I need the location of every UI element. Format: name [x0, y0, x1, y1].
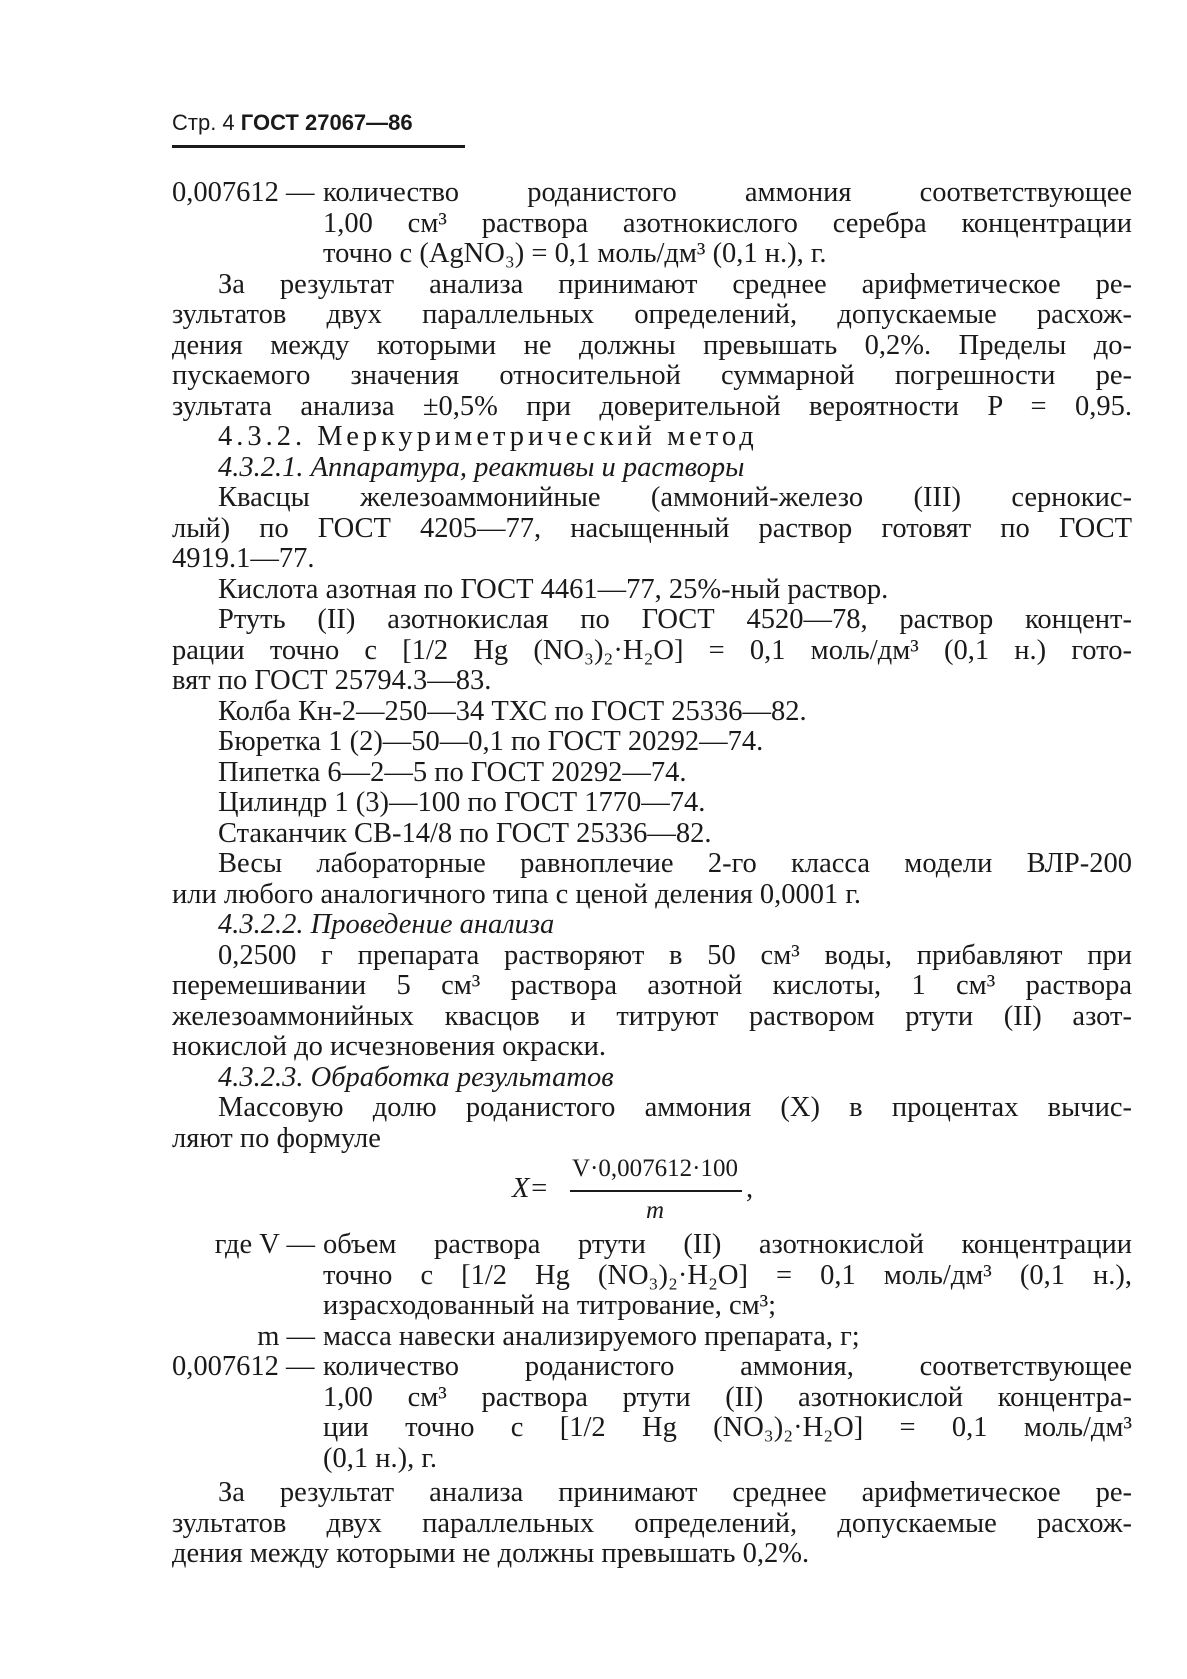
text-line: объем раствора ртути (II) азотнокислой концентрации	[323, 1229, 1132, 1260]
mass-fraction-formula	[172, 1154, 1132, 1230]
section-heading-4-3-2-3: 4.3.2.3. Обработка результатов	[218, 1061, 614, 1093]
definition-v	[172, 1230, 1132, 1322]
paragraph-analysis	[172, 941, 1132, 1063]
standard-code: ГОСТ 27067—86	[240, 110, 413, 135]
definition-mercury-coefficient	[172, 1352, 1132, 1474]
formula-denominator: m	[646, 1197, 665, 1224]
text-line: 4919.1—77.	[172, 543, 315, 574]
definition-desc	[323, 178, 1132, 270]
equipment-item: Стаканчик СВ-14/8 по ГОСТ 25336—82.	[218, 817, 712, 849]
section-heading-4-3-2-1: 4.3.2.1. Аппаратура, реактивы и растворы	[218, 451, 745, 483]
equipment-item: Пипетка 6—2—5 по ГОСТ 20292—74.	[218, 756, 687, 788]
equipment-item: Цилиндр 1 (3)—100 по ГОСТ 1770—74.	[218, 787, 706, 818]
document-body	[172, 178, 1132, 1570]
page-number-label: Стр. 4	[172, 110, 235, 135]
text-line: ляют по формуле	[172, 1122, 381, 1154]
paragraph-result-2	[172, 1478, 1132, 1570]
definition-term: 0,007612 —	[172, 177, 315, 208]
text-line: 0,2500 г препарата растворяют в 50 см³ воды, прибавляют при	[218, 939, 1132, 971]
text-line: ции точно c [1/2 Hg (NO₃)₂·H₂O] = 0,1 моль/дм³	[323, 1412, 1132, 1443]
text-line: израсходованный на титрование, см³;	[323, 1290, 777, 1321]
text-line: точно c (AgNO₃) = 0,1 моль/дм³ (0,1 н.), г.	[323, 238, 827, 269]
text-line: Весы лабораторные равноплечие 2-го класса модели ВЛР-200	[218, 848, 1132, 879]
text-line: лый) по ГОСТ 4205—77, насыщенный раствор готовят по ГОСТ	[172, 512, 1132, 544]
definition-silver-coefficient	[172, 178, 1132, 270]
text-line: За результат анализа принимают среднее арифметическое ре-	[218, 268, 1132, 300]
text-line: количество роданистого аммония соответствующее	[323, 177, 1132, 208]
text-line: точно c [1/2 Hg (NO₃)₂·H₂O] = 0,1 моль/дм³ (0,1 н.),	[323, 1259, 1132, 1291]
paragraph-kvastsy	[172, 483, 1132, 575]
text-line: 1,00 см³ раствора азотнокислого серебра концентрации	[323, 207, 1132, 239]
section-heading-4-3-2: 4.3.2. Меркуриметрический метод	[218, 421, 758, 452]
text-line: нокислой до исчезновения окраски.	[172, 1031, 606, 1062]
equipment-item: Колба Кн-2—250—34 ТХС по ГОСТ 25336—82.	[218, 695, 807, 727]
text-line: масса навески анализируемого препарата, г;	[323, 1320, 860, 1352]
equipment-item: Бюретка 1 (2)—50—0,1 по ГОСТ 20292—74.	[218, 726, 764, 757]
section-heading-4-3-2-2: 4.3.2.2. Проведение анализа	[218, 909, 555, 940]
text-line: пускаемого значения относительной суммарной погрешности ре-	[172, 360, 1132, 391]
text-line: или любого аналогичного типа с ценой деления 0,0001 г.	[172, 878, 862, 910]
text-line: дения между которыми не должны превышать 0,2%.	[172, 1538, 810, 1569]
text-line: количество роданистого аммония, соответствующее	[323, 1351, 1132, 1382]
text-line: зультата анализа ±0,5% при доверительной вероятности P = 0,95.	[172, 390, 1132, 422]
definition-desc	[323, 1322, 1132, 1353]
header-rule	[172, 145, 465, 148]
definition-m	[172, 1322, 1132, 1353]
text-line: дения между которыми не должны превышать 0,2%. Пределы до-	[172, 329, 1132, 361]
text-line: железоаммонийных квасцов и титруют раствором ртути (II) азот-	[172, 1000, 1132, 1032]
formula-numerator: V·0,007612·100	[572, 1155, 738, 1182]
text-line: зультатов двух параллельных определений, допускаемые расхож-	[172, 299, 1132, 330]
text-line: зультатов двух параллельных определений, допускаемые расхож-	[172, 1507, 1132, 1539]
paragraph-kislota: Кислота азотная по ГОСТ 4461—77, 25%-ный раствор.	[218, 573, 889, 605]
formula-lhs: X=	[512, 1173, 549, 1204]
definition-term: где V —	[214, 1229, 315, 1260]
paragraph-vesy	[172, 849, 1132, 910]
fraction-bar	[570, 1190, 742, 1192]
text-line: рации точно c [1/2 Hg (NO₃)₂·H₂O] = 0,1 моль/дм³ (0,1 н.) гото-	[172, 634, 1132, 666]
definition-term: 0,007612 —	[172, 1351, 315, 1382]
text-line: 1,00 см³ раствора ртути (II) азотнокислой концентра-	[323, 1381, 1132, 1413]
formula-trail: ,	[746, 1173, 754, 1204]
text-line: За результат анализа принимают среднее арифметическое ре-	[218, 1477, 1132, 1508]
text-line: вят по ГОСТ 25794.3—83.	[172, 665, 492, 696]
paragraph-result-1	[172, 270, 1132, 423]
text-line: Ртуть (II) азотнокислая по ГОСТ 4520—78, раствор концент-	[218, 604, 1132, 635]
text-line: Квасцы железоаммонийные (аммоний-железо (III) сернокис-	[218, 482, 1132, 513]
definition-term: m —	[257, 1320, 315, 1352]
text-line: Массовую долю роданистого аммония (X) в процентах вычис-	[218, 1092, 1132, 1123]
paragraph-rtut	[172, 605, 1132, 697]
text-line: (0,1 н.), г.	[323, 1442, 437, 1474]
definition-desc	[323, 1352, 1132, 1474]
page-header	[172, 108, 413, 139]
definition-desc	[323, 1230, 1132, 1322]
paragraph-formula-intro	[172, 1093, 1132, 1154]
text-line: перемешивании 5 см³ раствора азотной кислоты, 1 см³ раствора	[172, 970, 1132, 1001]
equipment-list	[172, 697, 1132, 850]
